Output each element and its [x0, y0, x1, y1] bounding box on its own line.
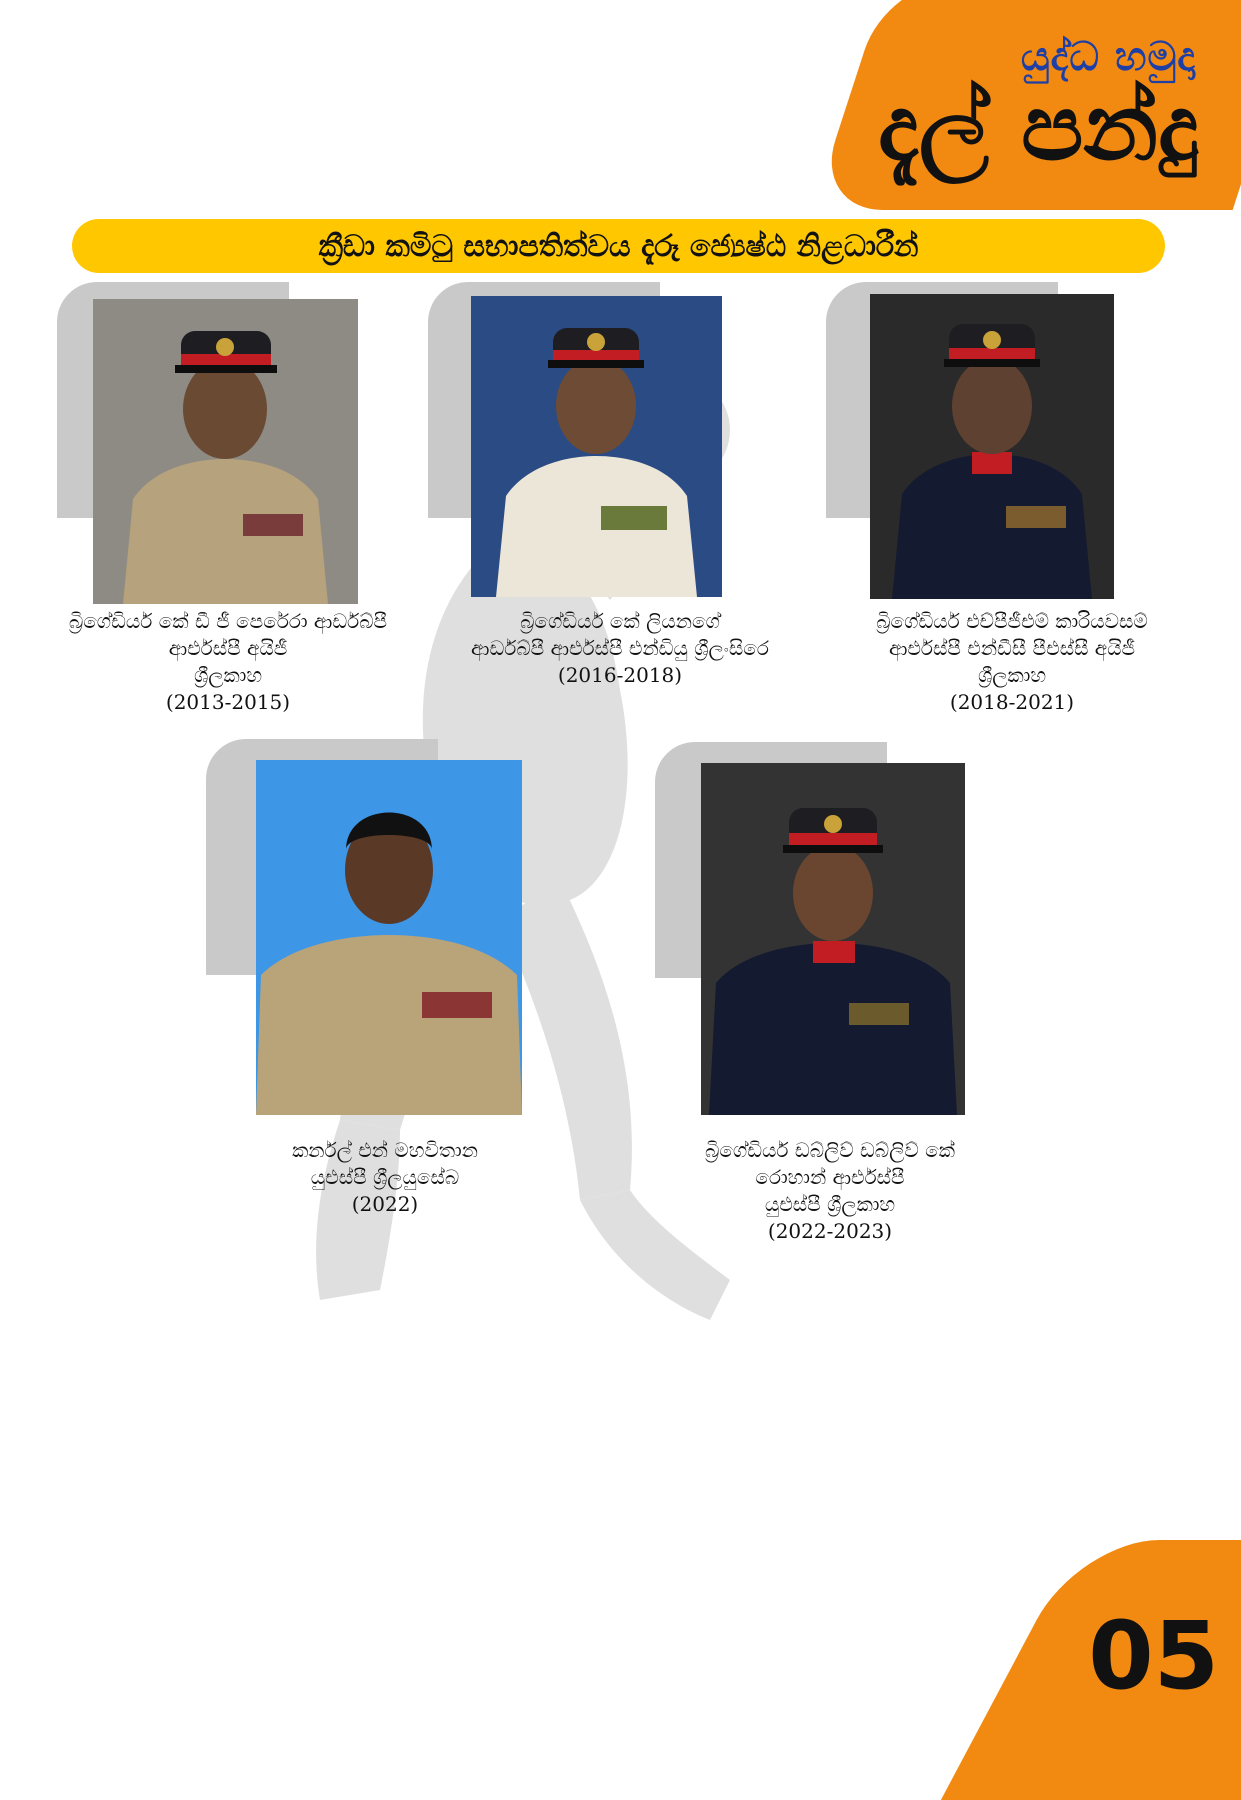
officer-photo [471, 296, 722, 597]
caption-line: කර්නල් එන් මහවිතාන [292, 1138, 478, 1162]
caption-line: (2022-2023) [767, 1219, 893, 1243]
officer-caption [812, 608, 1212, 716]
officer-photo [256, 760, 522, 1115]
officer-photo [870, 294, 1114, 599]
caption-line: (2016-2018) [557, 663, 683, 687]
caption-line: (2022) [351, 1192, 419, 1216]
officer-caption [425, 608, 815, 689]
officer-caption [640, 1137, 1020, 1245]
officer-caption [200, 1137, 570, 1218]
officer-caption [28, 608, 428, 716]
page-number: 05 [1088, 1602, 1219, 1711]
officer-photo [93, 299, 358, 604]
caption-line: (2018-2021) [949, 690, 1075, 714]
caption-line: (2013-2015) [165, 690, 291, 714]
caption-line: යුඑස්පී ශ්‍රීලකාහ [764, 1192, 896, 1216]
caption-line: බ්‍රිගේඩියර් ඩබ්ලිව් ඩබ්ලිව් කේ [705, 1138, 955, 1162]
caption-line: බ්‍රිගේඩියර් එච්පීජීඑම් කාරියවසම් [876, 609, 1148, 633]
caption-line: ශ්‍රීලකාහ [193, 663, 263, 687]
caption-line: බ්‍රිගේඩියර් කේ ඩී ජී පෙරේරා ආර්ඩබ්පී [68, 609, 388, 633]
caption-line: ශ්‍රීලකාහ [977, 663, 1047, 687]
magazine-title: දැල් පන්දු [878, 74, 1199, 181]
caption-line: ආර්එස්පී අයිජී [168, 636, 288, 660]
section-banner [72, 219, 1165, 273]
section-title: ක්‍රීඩා කමිටු සභාපතිත්වය දැරූ ජ්‍යෙෂ්ඨ නිළධාරීන් [318, 228, 919, 264]
officer-photo [701, 763, 965, 1115]
caption-line: ආර්එස්පී එන්ඩීසී පීඑස්සී අයිජී [888, 636, 1136, 660]
caption-line: රොහාන් ආර්එස්පී [755, 1165, 905, 1189]
magazine-kicker: යුද්ධ හමුදා [1020, 34, 1196, 80]
caption-line: යුඑස්පී ශ්‍රීලයුසේබ [310, 1165, 460, 1189]
caption-line: බ්‍රිගේඩියර් කේ ලියනගේ [520, 609, 720, 633]
caption-line: ආර්ඩබ්පී ආර්එස්පී එන්ඩියු ශ්‍රීලංසිරෙ [471, 636, 769, 660]
